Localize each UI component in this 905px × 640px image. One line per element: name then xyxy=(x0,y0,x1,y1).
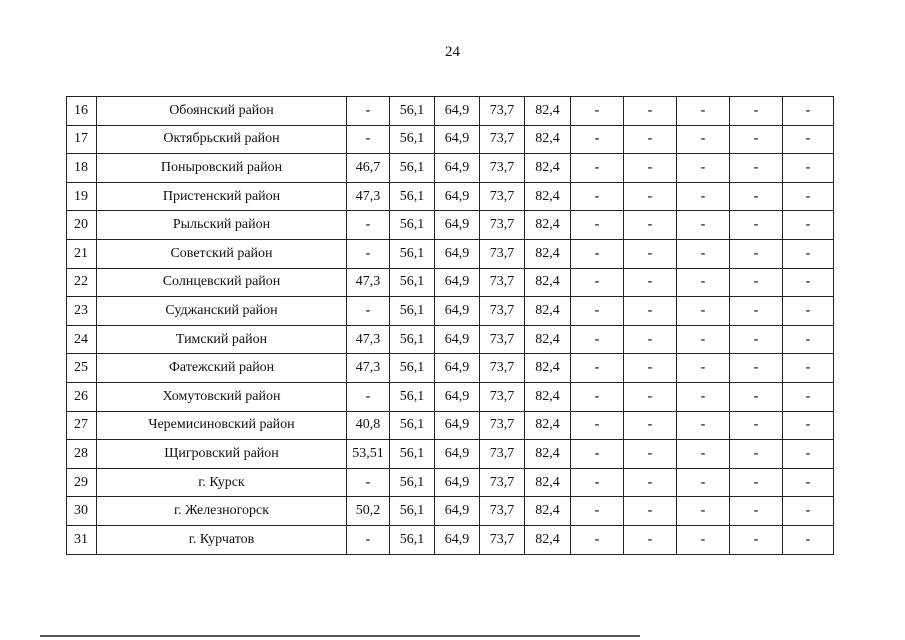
value-cell: - xyxy=(677,125,730,154)
value-cell: 56,1 xyxy=(390,354,435,383)
district-name: Щигровский район xyxy=(97,440,347,469)
value-cell: - xyxy=(730,468,783,497)
value-cell: 46,7 xyxy=(347,154,390,183)
value-cell: 56,1 xyxy=(390,525,435,554)
value-cell: - xyxy=(677,182,730,211)
row-number: 31 xyxy=(67,525,97,554)
table-row xyxy=(67,154,834,183)
row-number: 25 xyxy=(67,354,97,383)
district-name: Советский район xyxy=(97,239,347,268)
value-cell: 56,1 xyxy=(390,468,435,497)
value-cell: 73,7 xyxy=(480,525,525,554)
value-cell: - xyxy=(783,497,834,526)
value-cell: 64,9 xyxy=(435,182,480,211)
value-cell: 64,9 xyxy=(435,440,480,469)
district-name: г. Железногорск xyxy=(97,497,347,526)
value-cell: - xyxy=(730,239,783,268)
table-row xyxy=(67,440,834,469)
value-cell: 47,3 xyxy=(347,182,390,211)
value-cell: - xyxy=(624,382,677,411)
table-row xyxy=(67,325,834,354)
district-name: Суджанский район xyxy=(97,297,347,326)
value-cell: - xyxy=(783,297,834,326)
value-cell: 56,1 xyxy=(390,411,435,440)
value-cell: - xyxy=(347,297,390,326)
row-number: 26 xyxy=(67,382,97,411)
value-cell: - xyxy=(677,525,730,554)
value-cell: 47,3 xyxy=(347,325,390,354)
value-cell: 73,7 xyxy=(480,211,525,240)
value-cell: 56,1 xyxy=(390,440,435,469)
value-cell: 64,9 xyxy=(435,154,480,183)
value-cell: - xyxy=(624,525,677,554)
value-cell: - xyxy=(783,125,834,154)
value-cell: 56,1 xyxy=(390,497,435,526)
value-cell: - xyxy=(677,154,730,183)
value-cell: - xyxy=(347,211,390,240)
row-number: 19 xyxy=(67,182,97,211)
value-cell: 47,3 xyxy=(347,268,390,297)
value-cell: 40,8 xyxy=(347,411,390,440)
value-cell: 82,4 xyxy=(525,239,571,268)
value-cell: - xyxy=(783,154,834,183)
value-cell: - xyxy=(730,525,783,554)
district-name: Фатежский район xyxy=(97,354,347,383)
value-cell: - xyxy=(677,440,730,469)
row-number: 16 xyxy=(67,97,97,126)
value-cell: - xyxy=(677,468,730,497)
value-cell: 82,4 xyxy=(525,468,571,497)
value-cell: 56,1 xyxy=(390,182,435,211)
row-number: 18 xyxy=(67,154,97,183)
value-cell: - xyxy=(730,182,783,211)
value-cell: - xyxy=(677,97,730,126)
value-cell: 82,4 xyxy=(525,125,571,154)
value-cell: 56,1 xyxy=(390,297,435,326)
row-number: 28 xyxy=(67,440,97,469)
table-row xyxy=(67,468,834,497)
value-cell: - xyxy=(677,354,730,383)
value-cell: - xyxy=(347,525,390,554)
value-cell: - xyxy=(347,97,390,126)
value-cell: - xyxy=(730,325,783,354)
value-cell: - xyxy=(730,497,783,526)
value-cell: - xyxy=(624,354,677,383)
value-cell: 47,3 xyxy=(347,354,390,383)
value-cell: 56,1 xyxy=(390,125,435,154)
value-cell: - xyxy=(571,211,624,240)
value-cell: - xyxy=(783,211,834,240)
value-cell: - xyxy=(677,268,730,297)
value-cell: - xyxy=(677,411,730,440)
value-cell: 73,7 xyxy=(480,354,525,383)
value-cell: - xyxy=(783,440,834,469)
value-cell: - xyxy=(624,297,677,326)
value-cell: 82,4 xyxy=(525,440,571,469)
value-cell: - xyxy=(783,97,834,126)
value-cell: - xyxy=(677,382,730,411)
value-cell: 64,9 xyxy=(435,382,480,411)
table-row xyxy=(67,382,834,411)
value-cell: - xyxy=(347,468,390,497)
value-cell: - xyxy=(571,468,624,497)
value-cell: - xyxy=(571,268,624,297)
value-cell: - xyxy=(624,440,677,469)
value-cell: - xyxy=(624,182,677,211)
district-name: Рыльский район xyxy=(97,211,347,240)
value-cell: - xyxy=(347,382,390,411)
value-cell: 82,4 xyxy=(525,354,571,383)
value-cell: 56,1 xyxy=(390,325,435,354)
value-cell: - xyxy=(730,440,783,469)
page-number: 24 xyxy=(445,44,460,60)
table-row xyxy=(67,97,834,126)
value-cell: - xyxy=(624,325,677,354)
value-cell: - xyxy=(730,411,783,440)
row-number: 29 xyxy=(67,468,97,497)
district-name: Солнцевский район xyxy=(97,268,347,297)
value-cell: 82,4 xyxy=(525,382,571,411)
row-number: 22 xyxy=(67,268,97,297)
value-cell: 73,7 xyxy=(480,97,525,126)
value-cell: 64,9 xyxy=(435,325,480,354)
value-cell: - xyxy=(730,97,783,126)
value-cell: - xyxy=(571,125,624,154)
value-cell: 64,9 xyxy=(435,211,480,240)
table-row xyxy=(67,411,834,440)
value-cell: - xyxy=(730,154,783,183)
value-cell: 82,4 xyxy=(525,211,571,240)
value-cell: - xyxy=(624,268,677,297)
row-number: 20 xyxy=(67,211,97,240)
value-cell: 73,7 xyxy=(480,325,525,354)
value-cell: 82,4 xyxy=(525,154,571,183)
district-name: Поныровский район xyxy=(97,154,347,183)
district-name: Черемисиновский район xyxy=(97,411,347,440)
value-cell: 82,4 xyxy=(525,411,571,440)
value-cell: - xyxy=(624,411,677,440)
value-cell: 64,9 xyxy=(435,297,480,326)
district-name: Хомутовский район xyxy=(97,382,347,411)
value-cell: 64,9 xyxy=(435,239,480,268)
value-cell: 73,7 xyxy=(480,497,525,526)
value-cell: 73,7 xyxy=(480,125,525,154)
value-cell: 82,4 xyxy=(525,497,571,526)
value-cell: 64,9 xyxy=(435,97,480,126)
value-cell: - xyxy=(783,325,834,354)
value-cell: - xyxy=(571,325,624,354)
table-row xyxy=(67,497,834,526)
value-cell: - xyxy=(783,182,834,211)
value-cell: - xyxy=(571,239,624,268)
value-cell: 64,9 xyxy=(435,268,480,297)
value-cell: - xyxy=(730,211,783,240)
row-number: 27 xyxy=(67,411,97,440)
bottom-rule xyxy=(40,635,640,637)
table-row xyxy=(67,125,834,154)
value-cell: 73,7 xyxy=(480,182,525,211)
table-row xyxy=(67,297,834,326)
value-cell: - xyxy=(347,239,390,268)
value-cell: - xyxy=(571,182,624,211)
district-name: г. Курчатов xyxy=(97,525,347,554)
value-cell: - xyxy=(624,97,677,126)
value-cell: 56,1 xyxy=(390,211,435,240)
value-cell: - xyxy=(677,297,730,326)
value-cell: - xyxy=(783,268,834,297)
value-cell: - xyxy=(730,268,783,297)
value-cell: 73,7 xyxy=(480,440,525,469)
value-cell: - xyxy=(783,468,834,497)
row-number: 21 xyxy=(67,239,97,268)
value-cell: - xyxy=(571,411,624,440)
value-cell: 53,51 xyxy=(347,440,390,469)
value-cell: 56,1 xyxy=(390,239,435,268)
value-cell: 73,7 xyxy=(480,411,525,440)
row-number: 30 xyxy=(67,497,97,526)
value-cell: - xyxy=(677,497,730,526)
value-cell: - xyxy=(571,440,624,469)
value-cell: - xyxy=(347,125,390,154)
value-cell: - xyxy=(677,239,730,268)
row-number: 23 xyxy=(67,297,97,326)
value-cell: 82,4 xyxy=(525,268,571,297)
value-cell: 73,7 xyxy=(480,382,525,411)
value-cell: 64,9 xyxy=(435,497,480,526)
value-cell: - xyxy=(571,525,624,554)
value-cell: - xyxy=(677,325,730,354)
value-cell: 82,4 xyxy=(525,325,571,354)
value-cell: - xyxy=(783,239,834,268)
value-cell: - xyxy=(624,211,677,240)
value-cell: - xyxy=(730,297,783,326)
value-cell: - xyxy=(571,297,624,326)
value-cell: - xyxy=(571,354,624,383)
value-cell: - xyxy=(783,525,834,554)
value-cell: - xyxy=(783,354,834,383)
value-cell: 82,4 xyxy=(525,525,571,554)
value-cell: - xyxy=(571,497,624,526)
value-cell: 64,9 xyxy=(435,411,480,440)
district-name: Пристенский район xyxy=(97,182,347,211)
value-cell: 73,7 xyxy=(480,154,525,183)
value-cell: 73,7 xyxy=(480,268,525,297)
value-cell: 82,4 xyxy=(525,297,571,326)
value-cell: - xyxy=(571,382,624,411)
value-cell: 73,7 xyxy=(480,297,525,326)
value-cell: 56,1 xyxy=(390,97,435,126)
district-name: Тимский район xyxy=(97,325,347,354)
value-cell: - xyxy=(624,497,677,526)
value-cell: 50,2 xyxy=(347,497,390,526)
value-cell: 56,1 xyxy=(390,268,435,297)
value-cell: 82,4 xyxy=(525,97,571,126)
value-cell: 56,1 xyxy=(390,382,435,411)
table-row xyxy=(67,211,834,240)
value-cell: 64,9 xyxy=(435,125,480,154)
value-cell: - xyxy=(783,382,834,411)
table-row xyxy=(67,268,834,297)
table-row xyxy=(67,182,834,211)
value-cell: 73,7 xyxy=(480,468,525,497)
value-cell: - xyxy=(730,125,783,154)
value-cell: - xyxy=(783,411,834,440)
table-row xyxy=(67,525,834,554)
value-cell: 64,9 xyxy=(435,525,480,554)
value-cell: - xyxy=(624,154,677,183)
district-name: Октябрьский район xyxy=(97,125,347,154)
district-name: г. Курск xyxy=(97,468,347,497)
value-cell: - xyxy=(730,354,783,383)
row-number: 17 xyxy=(67,125,97,154)
value-cell: - xyxy=(730,382,783,411)
row-number: 24 xyxy=(67,325,97,354)
value-cell: - xyxy=(624,239,677,268)
value-cell: 64,9 xyxy=(435,354,480,383)
value-cell: 64,9 xyxy=(435,468,480,497)
value-cell: - xyxy=(677,211,730,240)
value-cell: 73,7 xyxy=(480,239,525,268)
value-cell: 56,1 xyxy=(390,154,435,183)
value-cell: 82,4 xyxy=(525,182,571,211)
value-cell: - xyxy=(571,97,624,126)
district-name: Обоянский район xyxy=(97,97,347,126)
table-row xyxy=(67,354,834,383)
value-cell: - xyxy=(571,154,624,183)
value-cell: - xyxy=(624,468,677,497)
district-values-table xyxy=(66,96,834,555)
table-row xyxy=(67,239,834,268)
value-cell: - xyxy=(624,125,677,154)
